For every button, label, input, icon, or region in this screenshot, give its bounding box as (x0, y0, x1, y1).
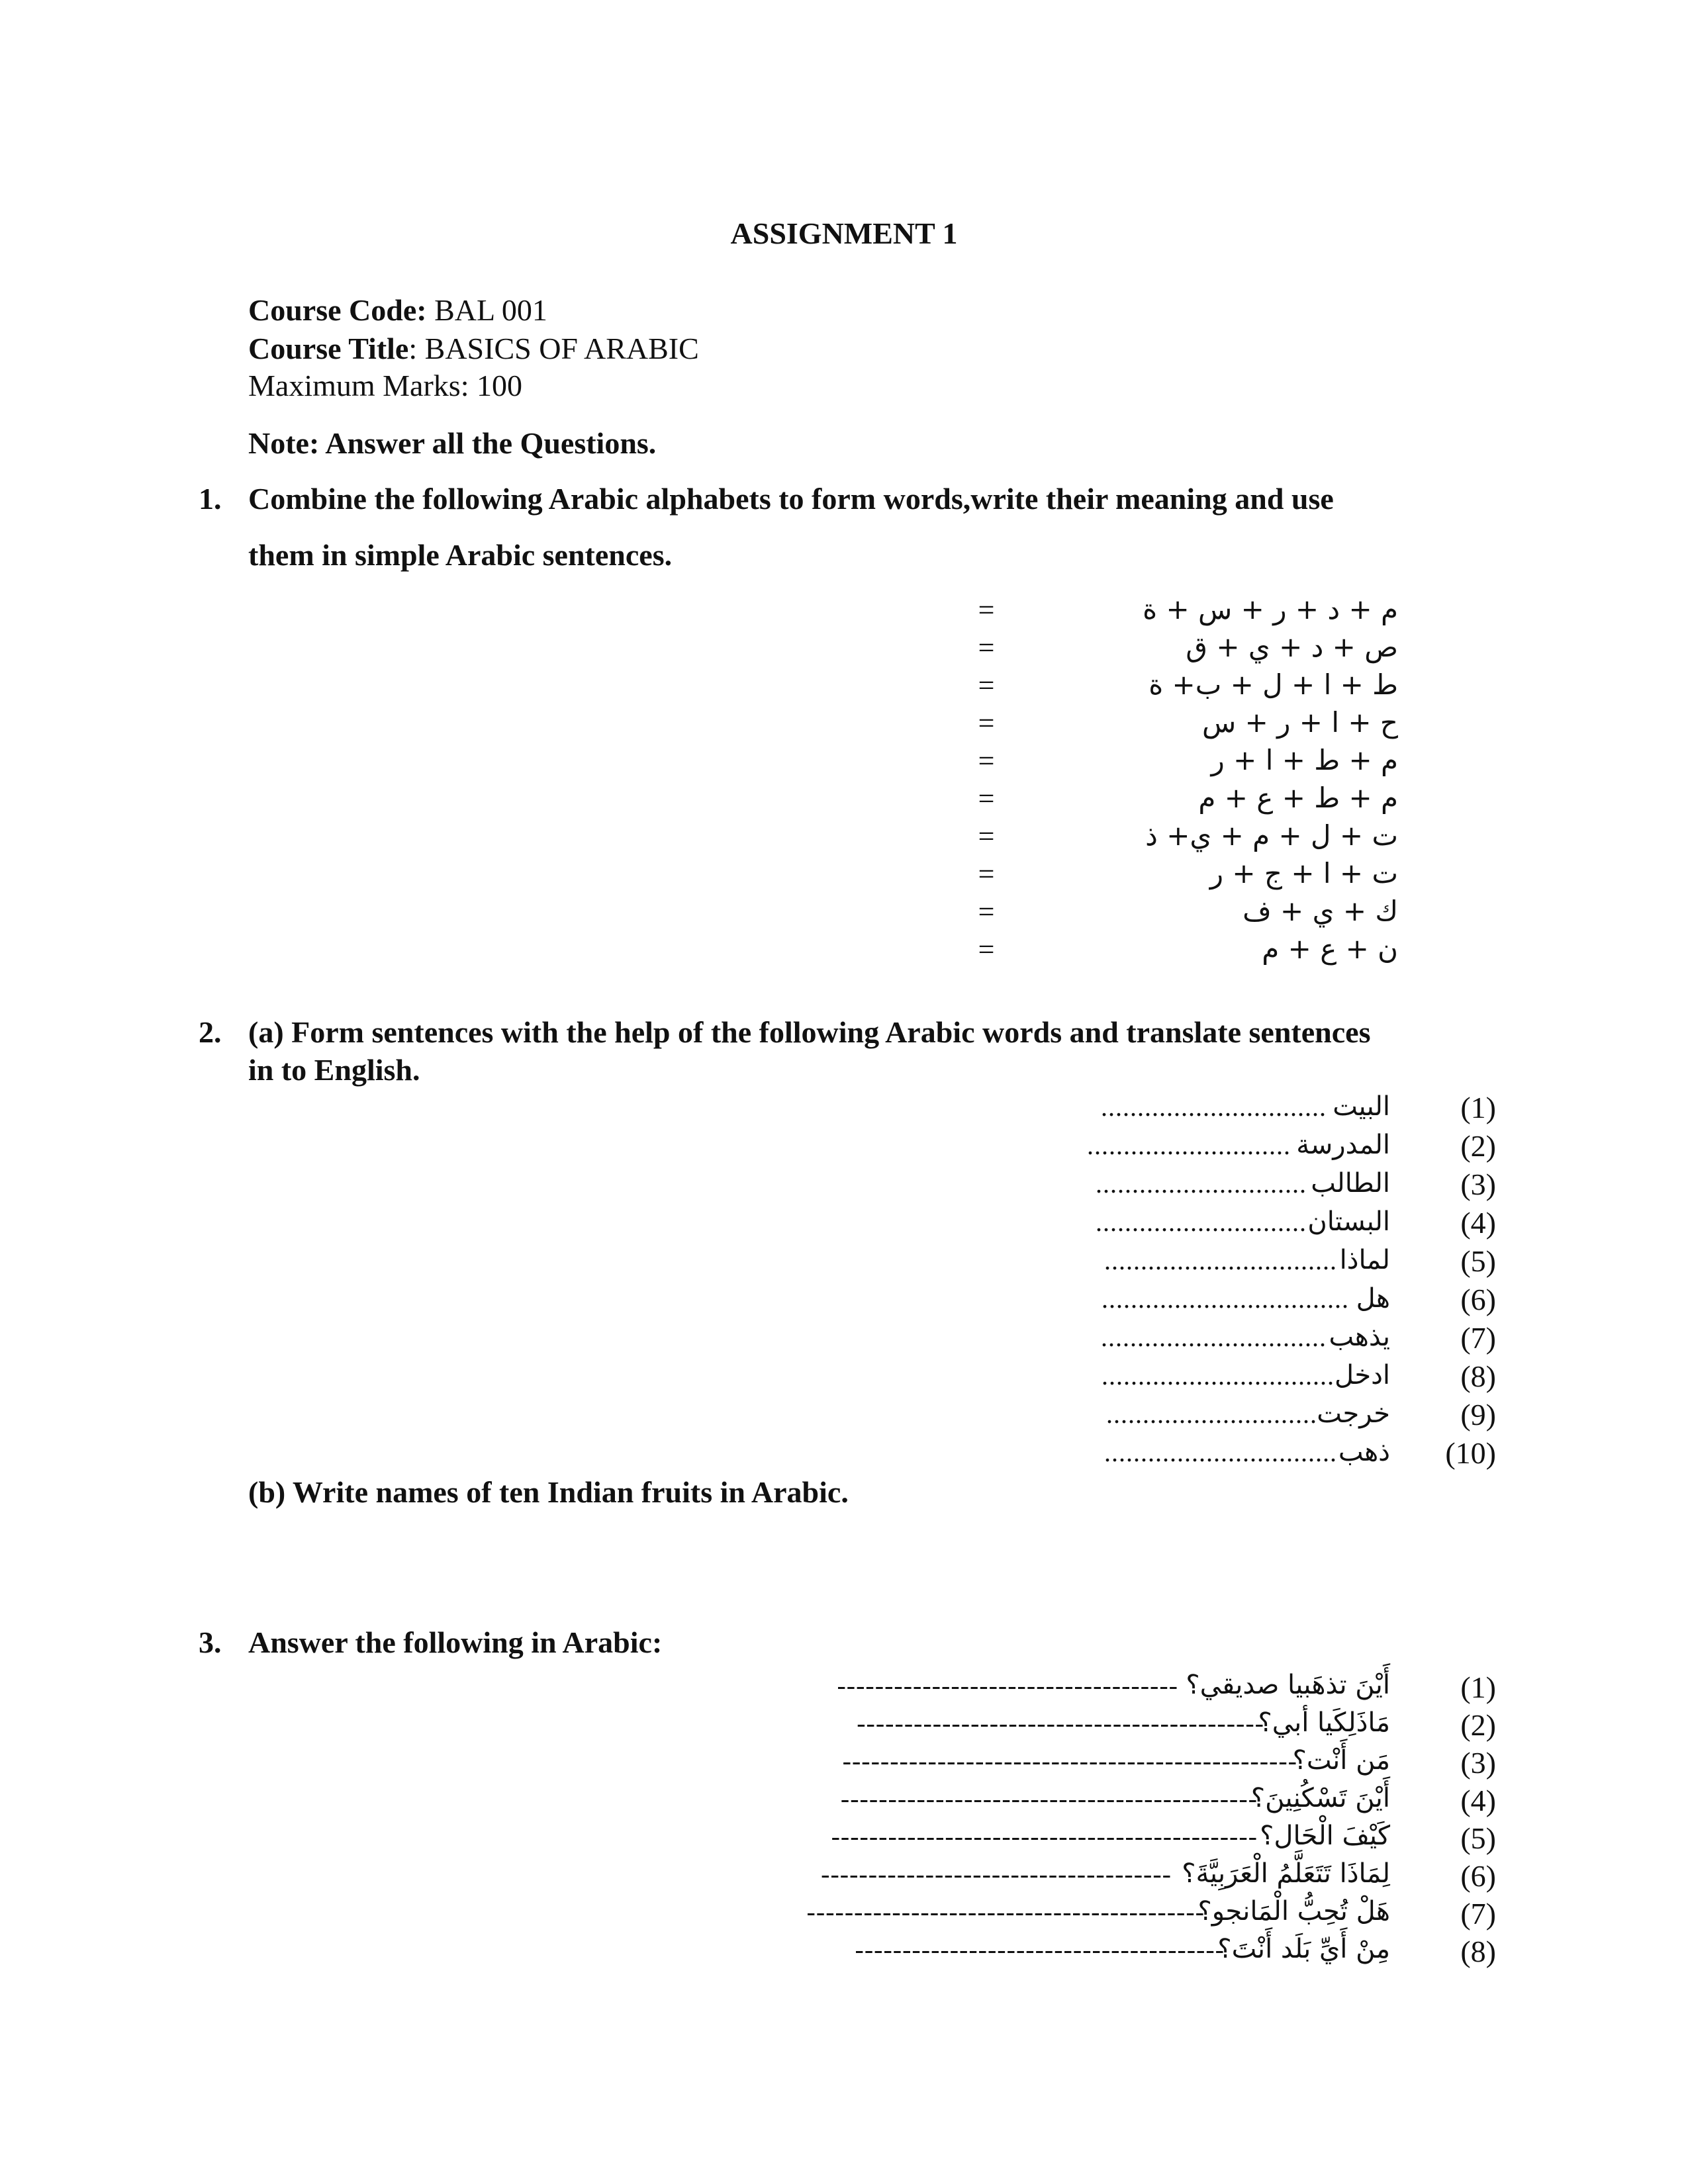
item-number: (6) (1460, 1859, 1496, 1893)
assignment-title: ASSIGNMENT 1 (730, 216, 958, 250)
letter-combination: ت + ل + م + ي+ ذ (1145, 819, 1398, 852)
item-number: (5) (1460, 1821, 1496, 1855)
item-number: (1) (1460, 1670, 1496, 1704)
answer-line: ------------------------------------------ (806, 1897, 1205, 1927)
item-number: (6) (1460, 1283, 1496, 1316)
item-number: (4) (1460, 1206, 1496, 1240)
item-number: (5) (1460, 1244, 1496, 1278)
answer-dots: ............................ (1087, 1130, 1291, 1160)
answer-dots: ............................. (1096, 1169, 1307, 1199)
equals-sign: = (978, 669, 995, 702)
answer-dots: ............................... (1101, 1092, 1327, 1122)
answer-dots: ................................ (1102, 1361, 1335, 1390)
letter-combination: م + ط + ع + م (1198, 782, 1398, 814)
arabic-question: مَاذَلِكَيا أبي؟ (1258, 1707, 1390, 1738)
q2a-text-line1: (a) Form sentences with the help of the following Arabic words and translate sentences (248, 1015, 1371, 1049)
q2b-text: (b) Write names of ten Indian fruits in Arabic. (248, 1475, 849, 1509)
letter-combination: م + ط + ا + ر (1211, 744, 1398, 776)
letter-combination: م + د + ر + س + ة (1143, 593, 1398, 625)
arabic-word: المدرسة (1296, 1130, 1390, 1160)
letter-combination: ت + ا + ج + ر (1209, 857, 1398, 889)
answer-dots: .................................. (1102, 1284, 1349, 1314)
answer-line: ------------------------------------ (837, 1670, 1178, 1700)
item-number: (2) (1460, 1708, 1496, 1742)
arabic-word: لماذا (1339, 1245, 1390, 1275)
arabic-word: خرجت (1317, 1398, 1390, 1429)
answer-dots: ............................. (1096, 1207, 1307, 1237)
equals-sign: = (978, 895, 995, 928)
letter-combination: ن + ع + م (1262, 933, 1398, 965)
answer-line: ------------------------------------- (821, 1859, 1172, 1889)
answer-line: ------------------------------------------- (857, 1708, 1264, 1738)
letter-combination: ح + ا + ر + س (1201, 706, 1398, 739)
arabic-question: أَيْنَ تذهَبيا صديقي؟ (1186, 1670, 1390, 1700)
equals-sign: = (978, 594, 995, 626)
item-number: (7) (1460, 1321, 1496, 1355)
equals-sign: = (978, 707, 995, 739)
note: Note: Answer all the Questions. (248, 426, 657, 460)
letter-combination: ط + ا + ل + ب+ ة (1149, 668, 1398, 701)
course-code-label: Course Code: (248, 293, 427, 327)
answer-line: --------------------------------------------- (831, 1821, 1258, 1851)
q3-number: 3. (199, 1625, 222, 1659)
arabic-word: هل (1356, 1283, 1390, 1314)
course-title (248, 331, 699, 366)
answer-dots: ................................ (1104, 1437, 1337, 1467)
answer-line: ------------------------------------------------ (842, 1746, 1297, 1776)
equals-sign: = (978, 933, 995, 966)
answer-line: --------------------------------------- (855, 1934, 1225, 1964)
letter-combination: ك + ي + ف (1243, 895, 1398, 927)
q1-text-line2: them in simple Arabic sentences. (248, 538, 673, 572)
item-number: (8) (1460, 1934, 1496, 1968)
arabic-word: ادخل (1335, 1360, 1390, 1390)
course-code-value: BAL 001 (426, 293, 547, 327)
arabic-word: الطالب (1311, 1168, 1390, 1199)
arabic-word: البستان (1307, 1206, 1390, 1237)
item-number: (2) (1460, 1129, 1496, 1163)
item-number: (9) (1460, 1398, 1496, 1432)
arabic-question: مَن أَنْت؟ (1292, 1745, 1390, 1776)
arabic-question: هَلْ تُحِبُّ الْمَانجو؟ (1197, 1896, 1390, 1927)
q1-text-line1: Combine the following Arabic alphabets to form words,write their meaning and use (248, 482, 1334, 516)
course-title-label: Course Title (248, 332, 409, 365)
item-number: (1) (1460, 1091, 1496, 1124)
item-number: (7) (1460, 1897, 1496, 1931)
q3-text: Answer the following in Arabic: (248, 1625, 663, 1659)
q1-number: 1. (199, 482, 222, 516)
equals-sign: = (978, 631, 995, 664)
arabic-word: ذهب (1338, 1437, 1390, 1467)
maximum-marks: Maximum Marks: 100 (248, 369, 522, 402)
q2a-text-line2: in to English. (248, 1053, 420, 1087)
letter-combination: ص + د + ي + ق (1186, 631, 1398, 663)
arabic-question: كَيْفَ الْحَال؟ (1260, 1821, 1390, 1851)
q2-number: 2. (199, 1015, 222, 1049)
equals-sign: = (978, 745, 995, 777)
arabic-word: البيت (1333, 1091, 1390, 1122)
arabic-question: لِمَاذَا تَتَعَلَّمُ الْعَرَبِيَّةَ؟ (1182, 1858, 1390, 1889)
answer-dots: ............................. (1106, 1399, 1317, 1429)
equals-sign: = (978, 782, 995, 815)
course-code (248, 293, 547, 328)
item-number: (10) (1445, 1436, 1496, 1470)
arabic-question: أَيْنَ تَسْكُنِينَ؟ (1250, 1783, 1390, 1813)
item-number: (3) (1460, 1167, 1496, 1201)
item-number: (3) (1460, 1746, 1496, 1780)
answer-dots: ................................ (1104, 1246, 1337, 1275)
item-number: (4) (1460, 1784, 1496, 1817)
equals-sign: = (978, 820, 995, 852)
answer-line: -------------------------------------------- (840, 1784, 1258, 1813)
arabic-question: مِنْ أَيِّ بَلَد أَنْتَ؟ (1217, 1934, 1390, 1964)
equals-sign: = (978, 858, 995, 890)
answer-dots: ............................... (1101, 1322, 1327, 1352)
course-title-value: : BASICS OF ARABIC (408, 332, 699, 365)
arabic-word: يذهب (1329, 1322, 1390, 1352)
item-number: (8) (1460, 1359, 1496, 1393)
